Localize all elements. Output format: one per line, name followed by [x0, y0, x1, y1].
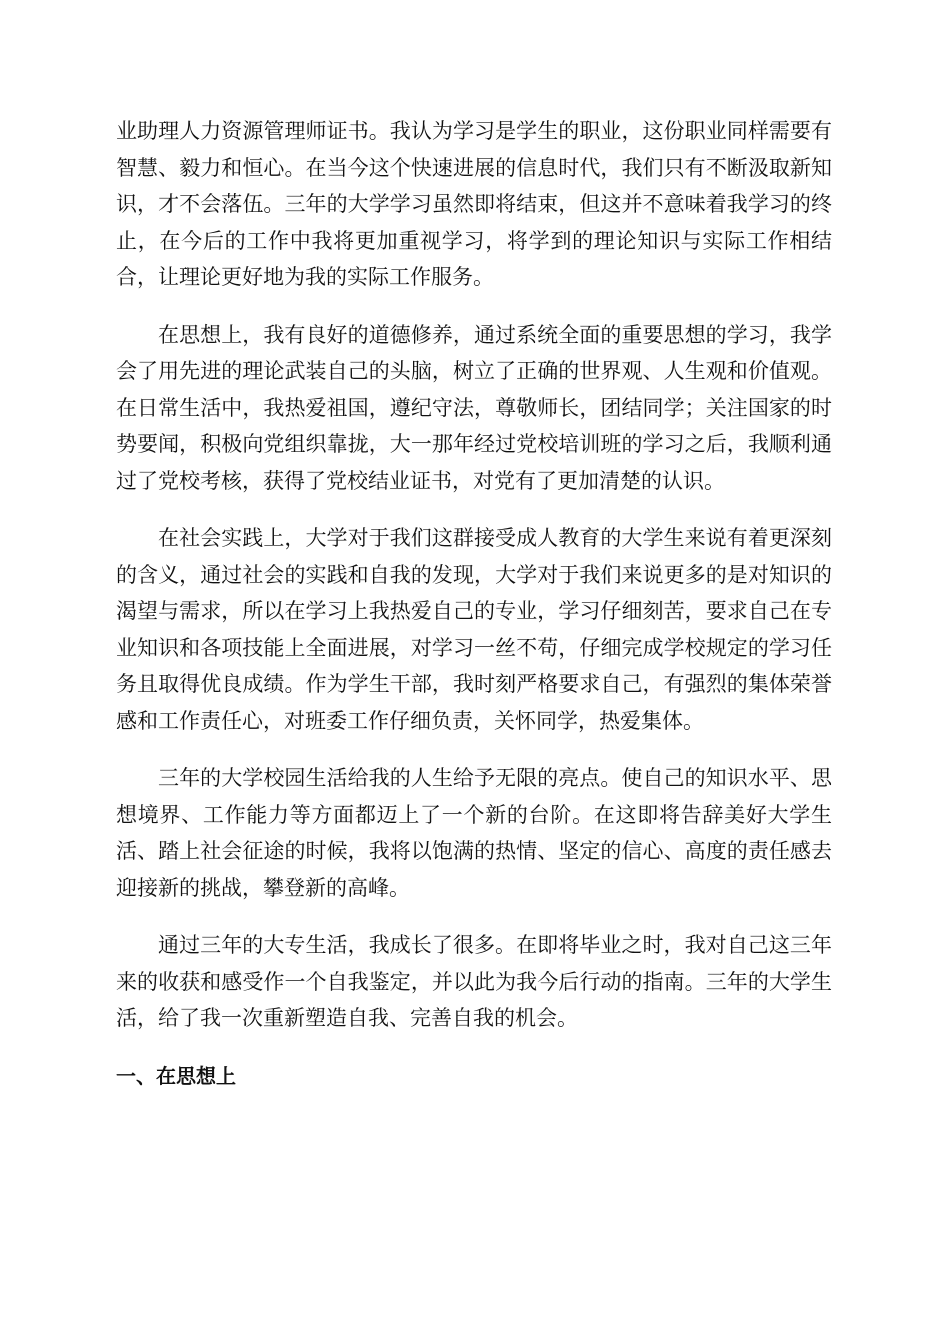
- paragraph-campus-life: 三年的大学校园生活给我的人生给予无限的亮点。使自己的知识水平、思想境界、工作能力等方面都迈上了一个新的台阶。在这即将告辞美好大学生活、踏上社会征途的时候，我将以饱满的热情、坚定的信心、高度的责任感去迎接新的挑战，攀登新的高峰。: [116, 766, 832, 900]
- paragraph-self-assessment: 通过三年的大专生活，我成长了很多。在即将毕业之时，我对自己这三年来的收获和感受作一个自我鉴定，并以此为我今后行动的指南。三年的大学生活，给了我一次重新塑造自我、完善自我的机会。: [116, 933, 832, 1030]
- document-page: [116, 113, 832, 1094]
- section-heading: 一、在思想上: [116, 1063, 236, 1088]
- paragraph-ideology: 在思想上，我有良好的道德修养，通过系统全面的重要思想的学习，我学会了用先进的理论武装自己的头脑，树立了正确的世界观、人生观和价值观。在日常生活中，我热爱祖国，遵纪守法，尊敬师长，团结同学；关注国家的时势要闻，积极向党组织靠拢，大一那年经过党校培训班的学习之后，我顺利通过了党校考核，获得了党校结业证书，对党有了更加清楚的认识。: [116, 322, 832, 493]
- paragraph-continuation: 业助理人力资源管理师证书。我认为学习是学生的职业，这份职业同样需要有智慧、毅力和恒心。在当今这个快速进展的信息时代，我们只有不断汲取新知识，才不会落伍。三年的大学学习虽然即将结束，但这并不意味着我学习的终止，在今后的工作中我将更加重视学习，将学到的理论知识与实际工作相结合，让理论更好地为我的实际工作服务。: [116, 119, 832, 289]
- paragraph-social-practice: 在社会实践上，大学对于我们这群接受成人教育的大学生来说有着更深刻的含义，通过社会的实践和自我的发现，大学对于我们来说更多的是对知识的渴望与需求，所以在学习上我热爱自己的专业，学习仔细刻苦，要求自己在专业知识和各项技能上全面进展，对学习一丝不苟，仔细完成学校规定的学习任务且取得优良成绩。作为学生干部，我时刻严格要求自己，有强烈的集体荣誉感和工作责任心，对班委工作仔细负责，关怀同学，热爱集体。: [116, 526, 832, 733]
